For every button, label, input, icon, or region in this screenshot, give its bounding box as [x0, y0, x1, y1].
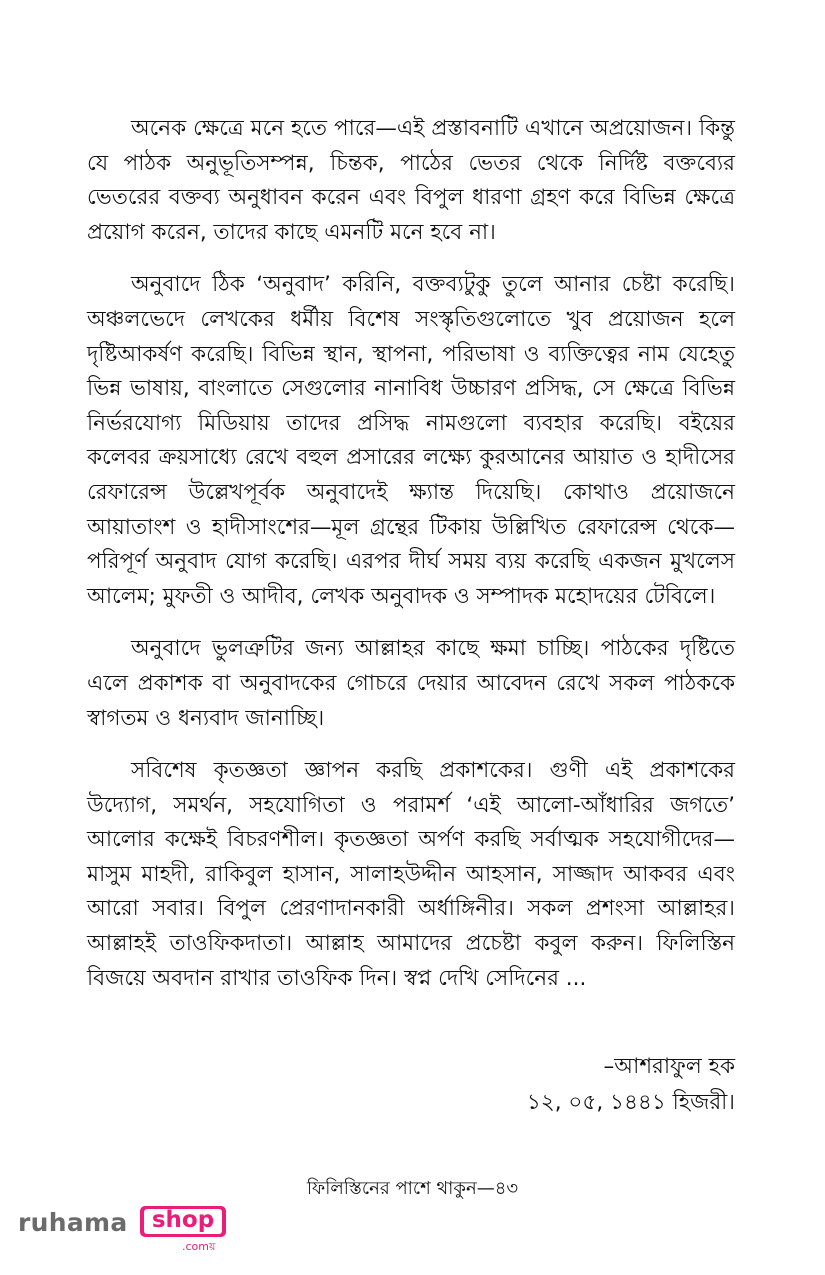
running-footer: ফিলিস্তিনের পাশে থাকুন—৪৩	[306, 1178, 519, 1199]
paragraph-4: সবিশেষ কৃতজ্ঞতা জ্ঞাপন করছি প্রকাশকের। গুণী এই প্রকাশকের উদ্যোগ, সমর্থন, সহযোগিতা ও পরামর্শ ‘এই আলো-আঁধারির জগতে’ আলোর কক্ষেই বিচরণশীল। কৃতজ্ঞতা অর্পণ করছি সর্বাত্মক সহযোগীদের—মাসুম মাহদী, রাকিবুল হাসান, সালাহউদ্দীন আহসান, সাজ্জাদ আকবর এবং আরো সবার। বিপুল প্রেরণাদানকারী অর্ধাঙ্গিনীর। সকল প্রশংসা আল্লাহর। আল্লাহই তাওফিকদাতা। আল্লাহ আমাদের প্রচেষ্টা কবুল করুন। ফিলিস্তিন বিজয়ে অবদান রাখার তাওফিক দিন। স্বপ্ন দেখি সেদিনের ...	[87, 758, 735, 991]
paragraph-2: অনুবাদে ঠিক ‘অনুবাদ’ করিনি, বক্তব্যটুকু তুলে আনার চেষ্টা করেছি। অঞ্চলভেদে লেখকের ধর্মীয় বিশেষ সংস্কৃতিগুলোতে খুব প্রয়োজন হলে দৃষ্টিআকর্ষণ করেছি। বিভিন্ন স্থান, স্থাপনা, পরিভাষা ও ব্যক্তিত্বের নাম যেহেতু ভিন্ন ভাষায়, বাংলাতে সেগুলোর নানাবিধ উচ্চারণ প্রসিদ্ধ, সে ক্ষেত্রে বিভিন্ন নির্ভরযোগ্য মিডিয়ায় তাদের প্রসিদ্ধ নামগুলো ব্যবহার করেছি। বইয়ের কলেবর ক্রয়সাধ্যে রেখে বহুল প্রসারের লক্ষ্যে কুরআনের আয়াত ও হাদীসের রেফারেন্স উল্লেখপূর্বক অনুবাদেই ক্ষ্যান্ত দিয়েছি। কোথাও প্রয়োজনে আয়াতাংশ ও হাদীসাংশের—মূল গ্রন্থের টিকায় উল্লিখিত রেফারেন্স থেকে—পরিপূর্ণ অনুবাদ যোগ করেছি। এরপর দীর্ঘ সময় ব্যয় করেছি একজন মুখলেস আলেম; মুফতী ও আদীব, লেখক অনুবাদক ও সম্পাদক মহোদয়ের টেবিলে।	[87, 272, 736, 609]
logo-shop-badge	[140, 1206, 226, 1237]
logo-com-text: .comয়	[182, 1240, 216, 1253]
ruhamashop-logo	[18, 1204, 228, 1254]
signature-name: –আশরাফুল হক	[603, 1054, 735, 1079]
paragraph-3: অনুবাদে ভুলত্রুটির জন্য আল্লাহর কাছে ক্ষমা চাচ্ছি। পাঠকের দৃষ্টিতে এলে প্রকাশক বা অনুবাদকের গোচরে দেয়ার আবেদন রেখে সকল পাঠককে স্বাগতম ও ধন্যবাদ জানাচ্ছি।	[87, 636, 735, 731]
logo-shop-inner	[144, 1209, 222, 1234]
paragraph-1: অনেক ক্ষেত্রে মনে হতে পারে—এই প্রস্তাবনাটি এখানে অপ্রয়োজন। কিন্তু যে পাঠক অনুভূতিসম্পন্ন, চিন্তক, পাঠের ভেতর থেকে নির্দিষ্ট বক্তব্যের ভেতরের বক্তব্য অনুধাবন করেন এবং বিপুল ধারণা গ্রহণ করে বিভিন্ন ক্ষেত্রে প্রয়োগ করেন, তাদের কাছে এমনটি মনে হবে না।	[87, 116, 735, 245]
logo-shop-text: shop	[151, 1207, 215, 1233]
body-text	[87, 112, 735, 1014]
logo-ruhama-text: ruhama	[18, 1208, 128, 1237]
signature-date: ১২, ০৫, ১৪৪১ হিজরী।	[526, 1090, 735, 1115]
